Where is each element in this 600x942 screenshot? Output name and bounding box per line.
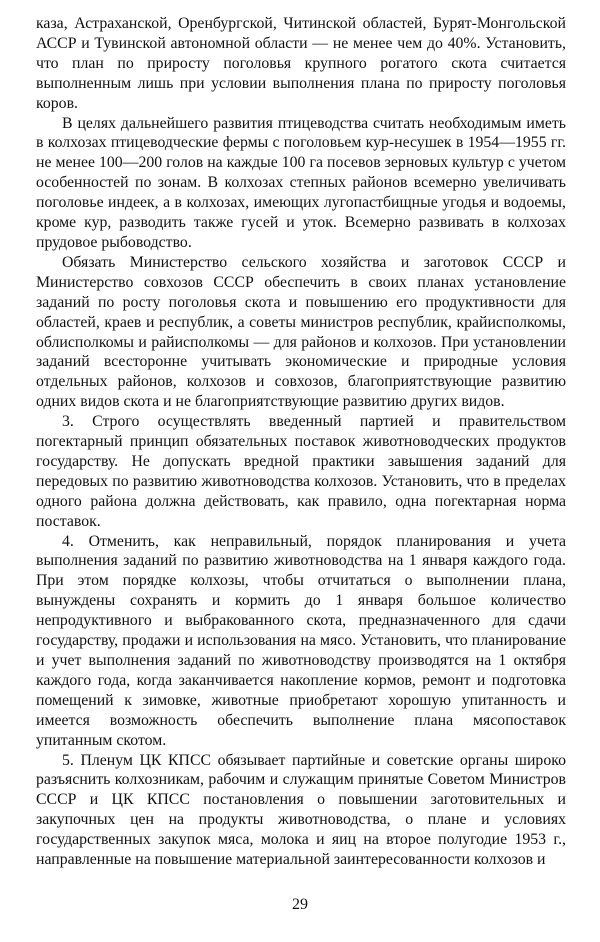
paragraph-continuation: каза, Астраханской, Оренбургской, Читинской областей, Бурят-Монгольской АССР и Тувинской автономной области — не менее чем до 40%. Установить, что план по приросту поголовья крупного рогатого скота считается выполненным лишь при условии выполнения плана по приросту поголовья коров.: [36, 15, 566, 112]
paragraph-poultry: В целях дальнейшего развития птицеводства считать необходимым иметь в колхозах птицеводческие фермы с поголовьем кур-несушек в 1954—1955 гг. не менее 100—200 голов на каждые 100 га посевов зерновых культур с учетом особенностей по зонам. В колхозах степных районов всемерно увеличивать поголовье индеек, а в колхозах, имеющих лугопастбищные угодья и водоемы, кроме кур, разводить также гусей и уток. Всемерно развивать в колхозах прудовое рыбоводство.: [36, 114, 566, 251]
paragraph-point-3: 3. Строго осуществлять введенный партией и правительством погектарный принцип обязательных поставок животноводческих продуктов государству. Не допускать вредной практики завышения заданий для передовых по развитию животноводства колхозов. Установить, что в пределах одного района должна действовать, как правило, одна погектарная норма поставок.: [36, 413, 566, 530]
body-text: [36, 14, 566, 870]
paragraph-point-4: 4. Отменить, как неправильный, порядок планирования и учета выполнения заданий по развитию животноводства на 1 января каждого года. При этом порядке колхозы, чтобы отчитаться о выполнении плана, вынуждены сохранять и кормить до 1 января большое количество непродуктивного и выбракованного скота, предназначенного для сдачи государству, продажи и использования на мясо. Установить, что планирование и учет выполнения заданий по животноводству производятся на 1 октября каждого года, когда заканчивается накопление кормов, ремонт и подготовка помещений к зимовке, животные приобретают хорошую упитанность и имеется возможность обеспечить выполнение плана мясопоставок упитанным скотом.: [36, 532, 566, 749]
paragraph-ministry-obligation: Обязать Министерство сельского хозяйства и заготовок СССР и Министерство совхозов СССР обеспечить в своих планах установление заданий по росту поголовья скота и повышению его продуктивности для областей, краев и республик, а советы министров республик, крайисполкомы, облисполкомы и райисполкомы — для районов и колхозов. При установлении заданий всесторонне учитывать экономические и природные условия отдельных районов, колхозов и совхозов, благоприятствующие развитию одних видов скота и не благоприятствующие развитию других видов.: [36, 253, 566, 411]
paragraph-point-5: 5. Пленум ЦК КПСС обязывает партийные и советские органы широко разъяснить колхозникам, рабочим и служащим принятые Советом Министров СССР и ЦК КПСС постановления о повышении заготовительных и закупочных цен на продукты животноводства, о плане и условиях государственных закупок мяса, молока и яиц на второе полугодие 1953 г., направленные на повышение материальной заинтересованности колхозов и: [36, 751, 566, 869]
page-number: 29: [292, 896, 308, 913]
